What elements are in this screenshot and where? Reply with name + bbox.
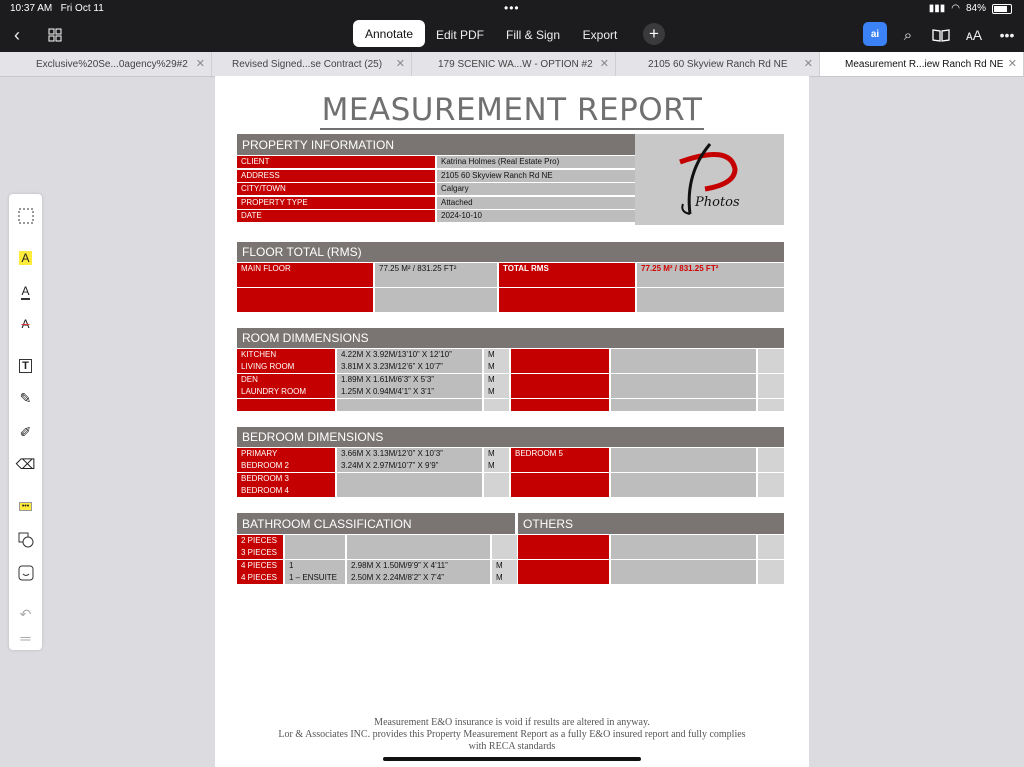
floor-value — [375, 275, 497, 287]
room-value: 3.81M X 3.23M/12’6” X 10’7” — [337, 361, 482, 373]
bath-label: 4 PIECES — [237, 560, 283, 572]
others-label — [518, 535, 609, 547]
doc-tab-5[interactable]: Measurement R...iew Ranch Rd NE ✕ — [820, 52, 1024, 76]
total-value — [637, 288, 784, 300]
tab-fill-sign[interactable]: Fill & Sign — [505, 28, 561, 42]
bath-value: 2.50M X 2.24M/8’2” X 7’4” — [347, 572, 490, 584]
bedroom-unit — [484, 473, 509, 485]
total-label — [499, 275, 635, 287]
bedroom-extra-label — [511, 460, 609, 472]
pencil-icon[interactable]: ✐ — [19, 423, 32, 440]
others-unit — [758, 535, 784, 547]
ai-assistant-icon[interactable]: ai — [863, 22, 887, 46]
bedroom-extra-value — [611, 473, 756, 485]
bedroom-extra-value — [611, 485, 756, 497]
bedroom-extra-label — [511, 485, 609, 497]
status-bar — [0, 0, 1024, 18]
others-unit — [758, 560, 784, 572]
others-label — [518, 547, 609, 559]
bedroom-value: 3.24M X 2.97M/10’7” X 9’9” — [337, 460, 482, 472]
room-extra-unit — [758, 349, 784, 361]
others-header: OTHERS — [518, 513, 784, 534]
add-icon[interactable]: + — [643, 23, 665, 45]
report-title: MEASUREMENT REPORT — [321, 92, 703, 128]
bath-value: 2.98M X 1.50M/9’9” X 4’11” — [347, 560, 490, 572]
bedroom-label: BEDROOM 4 — [237, 485, 335, 497]
bedroom-unit — [484, 485, 509, 497]
bedroom-extra-value — [611, 448, 756, 460]
bath-label: 3 PIECES — [237, 547, 283, 559]
bath-label: 4 PIECES — [237, 572, 283, 584]
property-value: Attached — [437, 197, 635, 209]
signal-icon: ▮▮▮ — [928, 3, 946, 14]
bedroom-extra-label: BEDROOM 5 — [511, 448, 609, 460]
room-label: LIVING ROOM — [237, 361, 335, 373]
battery-percent: 84% — [965, 3, 986, 14]
doc-tab-4[interactable]: 2105 60 Skyview Ranch Rd NE ✕ — [616, 52, 820, 76]
comment-icon[interactable]: ••• — [9, 494, 42, 518]
room-extra-value — [611, 386, 756, 398]
annotation-sidebar — [9, 194, 42, 650]
bedroom-label: PRIMARY — [237, 448, 335, 460]
others-label — [518, 560, 609, 572]
room-extra-unit — [758, 374, 784, 386]
room-extra-label — [511, 374, 609, 386]
property-value: 2105 60 Skyview Ranch Rd NE — [437, 170, 635, 182]
floor-label — [237, 288, 373, 300]
property-label: CITY/TOWN — [237, 183, 435, 195]
back-chevron-icon[interactable]: ‹ — [14, 24, 20, 45]
doc-tab-2[interactable]: Revised Signed...se Contract (25) ✕ — [212, 52, 412, 76]
bedroom-extra-unit — [758, 485, 784, 497]
room-extra-value — [611, 361, 756, 373]
floor-value — [375, 300, 497, 312]
close-icon[interactable]: ✕ — [803, 58, 813, 70]
room-extra-unit — [758, 361, 784, 373]
bath-unit — [492, 535, 517, 547]
rooms-header: ROOM DIMMENSIONS — [237, 328, 784, 348]
room-value — [337, 399, 482, 411]
multitask-dots-icon[interactable]: ••• — [504, 1, 520, 15]
pen-icon[interactable]: ✎ — [19, 389, 32, 406]
room-extra-value — [611, 349, 756, 361]
grid-icon[interactable] — [44, 18, 66, 52]
property-value: 2024-10-10 — [437, 210, 635, 222]
shapes-icon[interactable] — [9, 528, 42, 552]
room-extra-unit — [758, 399, 784, 411]
home-indicator — [383, 757, 641, 761]
room-unit: M — [484, 361, 509, 373]
property-value: Katrina Holmes (Real Estate Pro) — [437, 156, 635, 168]
tab-annotate[interactable]: Annotate — [353, 20, 425, 47]
top-toolbar — [0, 18, 1024, 52]
more-icon[interactable]: ••• — [999, 27, 1015, 43]
room-label — [237, 399, 335, 411]
floor-value: 77.25 M² / 831.25 FT² — [375, 263, 497, 275]
doc-tab-1[interactable]: Exclusive%20Se...0agency%29#2 ✕ — [26, 52, 212, 76]
bedroom-label: BEDROOM 3 — [237, 473, 335, 485]
text-size-icon[interactable]: ᴀA — [965, 27, 983, 43]
room-extra-value — [611, 374, 756, 386]
total-label: TOTAL RMS — [499, 263, 635, 275]
bath-label: 2 PIECES — [237, 535, 283, 547]
bath-value — [347, 535, 490, 547]
bath-value — [347, 547, 490, 559]
room-value: 1.25M X 0.94M/4’1” X 3’1” — [337, 386, 482, 398]
room-extra-value — [611, 399, 756, 411]
bath-unit: M — [492, 572, 517, 584]
total-value: 77.25 M² / 831.25 FT² — [637, 263, 784, 275]
bedrooms-header: BEDROOM DIMENSIONS — [237, 427, 784, 447]
bath-count: 1 – ENSUITE — [285, 572, 345, 584]
status-right — [929, 3, 1012, 14]
room-label: LAUNDRY ROOM — [237, 386, 335, 398]
bedroom-value — [337, 473, 482, 485]
property-header: PROPERTY INFORMATION — [237, 134, 635, 155]
bedroom-extra-value — [611, 460, 756, 472]
room-unit — [484, 399, 509, 411]
doc-tab-3[interactable]: 179 SCENIC WA...W - OPTION #2 ✕ — [412, 52, 616, 76]
room-label: KITCHEN — [237, 349, 335, 361]
floor-label: MAIN FLOOR — [237, 263, 373, 275]
room-extra-unit — [758, 386, 784, 398]
underline-icon[interactable]: A — [21, 284, 30, 298]
room-extra-label — [511, 361, 609, 373]
close-icon[interactable]: ✕ — [599, 58, 609, 70]
floor-label — [237, 300, 373, 312]
room-unit: M — [484, 349, 509, 361]
tab-export[interactable]: Export — [582, 28, 618, 42]
floor-header: FLOOR TOTAL (RMS) — [237, 242, 784, 262]
battery-icon — [992, 4, 1012, 14]
room-label: DEN — [237, 374, 335, 386]
room-extra-label — [511, 399, 609, 411]
floor-value — [375, 288, 497, 300]
bath-count: 1 — [285, 560, 345, 572]
text-box-icon[interactable]: T — [9, 354, 42, 378]
logo-text: Photos — [695, 195, 740, 210]
others-value — [611, 572, 756, 584]
search-icon[interactable]: ⌕ — [903, 26, 913, 44]
bedroom-extra-unit — [758, 473, 784, 485]
bedroom-extra-label — [511, 473, 609, 485]
wifi-icon: ◠ — [951, 3, 960, 14]
floor-label — [237, 275, 373, 287]
bath-count — [285, 535, 345, 547]
tab-edit-pdf[interactable]: Edit PDF — [435, 28, 484, 42]
highlight-icon[interactable]: A — [21, 251, 30, 265]
book-icon[interactable] — [930, 18, 952, 52]
pdf-page — [215, 76, 809, 767]
total-label — [499, 300, 635, 312]
property-label: CLIENT — [237, 156, 435, 168]
bedroom-extra-unit — [758, 448, 784, 460]
bath-unit: M — [492, 560, 517, 572]
footer-line-2: Lor & Associates INC. provides this Property Measurement Report as a fully E&O insured report and fully complies — [278, 729, 746, 740]
bathroom-header: BATHROOM CLASSIFICATION — [237, 513, 515, 534]
footer-line-3: with RECA standards — [468, 741, 556, 752]
property-label: DATE — [237, 210, 435, 222]
bedroom-unit: M — [484, 448, 509, 460]
bedroom-value: 3.66M X 3.13M/12’0” X 10’3” — [337, 448, 482, 460]
document-tabs — [0, 52, 1024, 77]
others-value — [611, 560, 756, 572]
total-label — [499, 288, 635, 300]
drag-handle-icon[interactable]: ═ — [20, 630, 31, 646]
close-icon[interactable]: ✕ — [195, 58, 205, 70]
photos-logo — [635, 134, 784, 225]
footer-line-1: Measurement E&O insurance is void if results are altered in anyway. — [374, 717, 650, 728]
status-time: 10:37 AM Fri Oct 11 — [10, 3, 104, 14]
eraser-icon[interactable]: ⌫ — [15, 455, 36, 472]
others-unit — [758, 572, 784, 584]
others-unit — [758, 547, 784, 559]
bedroom-unit: M — [484, 460, 509, 472]
property-label: PROPERTY TYPE — [237, 197, 435, 209]
bedroom-extra-unit — [758, 460, 784, 472]
room-unit: M — [484, 374, 509, 386]
room-extra-label — [511, 349, 609, 361]
total-value — [637, 300, 784, 312]
undo-icon[interactable]: ↶ — [19, 605, 32, 622]
close-icon[interactable]: ✕ — [1007, 58, 1017, 70]
bath-unit — [492, 547, 517, 559]
total-value — [637, 275, 784, 287]
others-value — [611, 547, 756, 559]
property-label: ADDRESS — [237, 170, 435, 182]
bedroom-value — [337, 485, 482, 497]
others-label — [518, 572, 609, 584]
close-icon[interactable]: ✕ — [395, 58, 405, 70]
select-area-icon[interactable] — [9, 204, 42, 228]
others-value — [611, 535, 756, 547]
room-value: 1.89M X 1.61M/6’3” X 5’3” — [337, 374, 482, 386]
bedroom-label: BEDROOM 2 — [237, 460, 335, 472]
bath-count — [285, 547, 345, 559]
room-unit: M — [484, 386, 509, 398]
property-value: Calgary — [437, 183, 635, 195]
room-extra-label — [511, 386, 609, 398]
strikethrough-icon[interactable]: A — [21, 317, 30, 331]
report-footer — [215, 717, 809, 753]
sticker-icon[interactable] — [9, 561, 42, 585]
room-value: 4.22M X 3.92M/13’10” X 12’10” — [337, 349, 482, 361]
